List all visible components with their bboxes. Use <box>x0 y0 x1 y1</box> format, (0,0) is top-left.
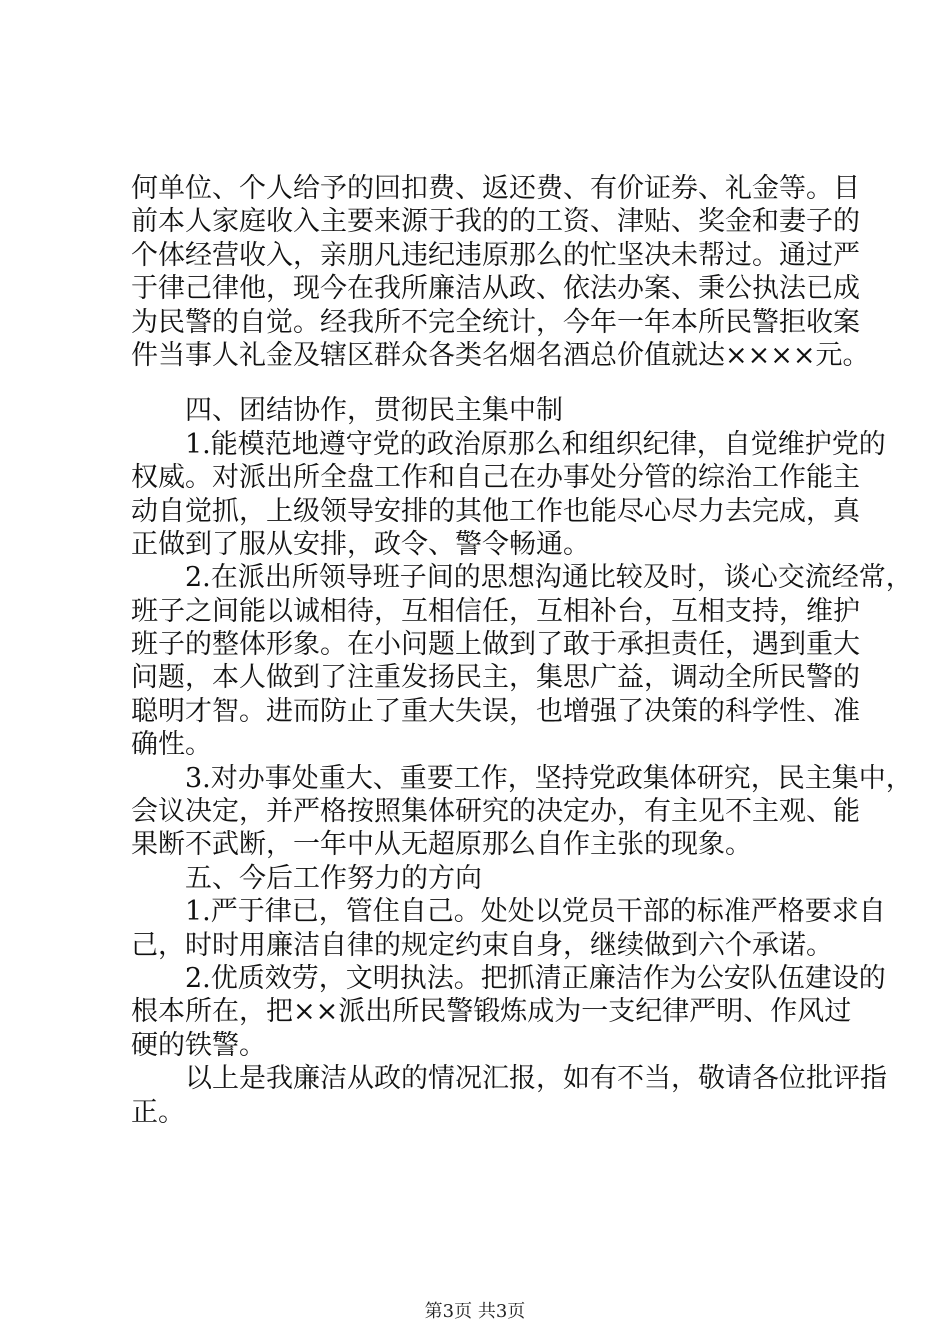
section-heading-four <box>131 394 851 427</box>
text-line: 为民警的自觉。经我所不完全统计，今年一年本所民警拒收案 <box>131 306 860 338</box>
text-line: 正做到了服从安排，政令、警令畅通。 <box>131 528 590 560</box>
text-line: 动自觉抓，上级领导安排的其他工作也能尽心尽力去完成，真 <box>131 495 860 527</box>
text-line: 2.在派出所领导班子间的思想沟通比较及时，谈心交流经常， <box>185 562 913 594</box>
text-line: 会议决定，并严格按照集体研究的决定办，有主见不主观、能 <box>131 796 860 828</box>
text-line: 硬的铁警。 <box>131 1029 266 1061</box>
text-line: 1.严于律已，管住自己。处处以党员干部的标准严格要求自 <box>185 896 886 928</box>
page-number-footer: 第3页 共3页 <box>424 1301 526 1322</box>
text-line: 班子之间能以诚相待，互相信任，互相补台，互相支持，维护 <box>131 595 860 627</box>
paragraph-income-statement <box>131 172 870 372</box>
text-line: 班子的整体形象。在小问题上做到了敢于承担责任，遇到重大 <box>131 629 860 661</box>
text-line: 个体经营收入，亲朋凡违纪违原那么的忙坚决未帮过。通过严 <box>131 239 860 271</box>
text-line: 问题，本人做到了注重发扬民主，集思广益，调动全所民警的 <box>131 662 860 694</box>
paragraph-closing <box>131 1062 887 1129</box>
text-line: 确性。 <box>131 729 212 761</box>
text-line: 件当事人礼金及辖区群众各类名烟名酒总价值就达××××元。 <box>131 339 870 371</box>
document-body <box>131 172 913 1129</box>
paragraph-gap <box>131 372 851 394</box>
text-line: 正。 <box>131 1096 185 1128</box>
paragraph-item-4-2 <box>131 561 913 761</box>
text-line: 聪明才智。进而防止了重大失误，也增强了决策的科学性、准 <box>131 695 860 727</box>
paragraph-item-4-3 <box>131 762 913 862</box>
text-line: 2.优质效劳，文明执法。把抓清正廉洁作为公安队伍建设的 <box>185 962 886 994</box>
text-line: 于律己律他，现今在我所廉洁从政、依法办案、秉公执法已成 <box>131 273 860 305</box>
paragraph-item-4-1 <box>131 428 886 562</box>
text-line: 己，时时用廉洁自律的规定约束自身，继续做到六个承诺。 <box>131 929 833 961</box>
paragraph-item-5-1 <box>131 895 886 962</box>
text-line: 3.对办事处重大、重要工作，坚持党政集体研究，民主集中， <box>185 762 913 794</box>
section-heading: 五、今后工作努力的方向 <box>185 862 482 894</box>
section-heading-five <box>131 862 851 895</box>
text-line: 根本所在，把××派出所民警锻炼成为一支纪律严明、作风过 <box>131 996 852 1028</box>
text-line: 以上是我廉洁从政的情况汇报，如有不当，敬请各位批评指 <box>185 1063 887 1095</box>
text-line: 1.能模范地遵守党的政治原那么和组织纪律，自觉维护党的 <box>185 428 886 460</box>
text-line: 果断不武断，一年中从无超原那么自作主张的现象。 <box>131 829 752 861</box>
paragraph-item-5-2 <box>131 962 886 1062</box>
section-heading: 四、团结协作，贯彻民主集中制 <box>185 395 563 427</box>
text-line: 何单位、个人给予的回扣费、返还费、有价证券、礼金等。目 <box>131 173 860 204</box>
text-line: 权威。对派出所全盘工作和自己在办事处分管的综治工作能主 <box>131 462 860 494</box>
text-line: 前本人家庭收入主要来源于我的的工资、津贴、奖金和妻子的 <box>131 206 860 238</box>
